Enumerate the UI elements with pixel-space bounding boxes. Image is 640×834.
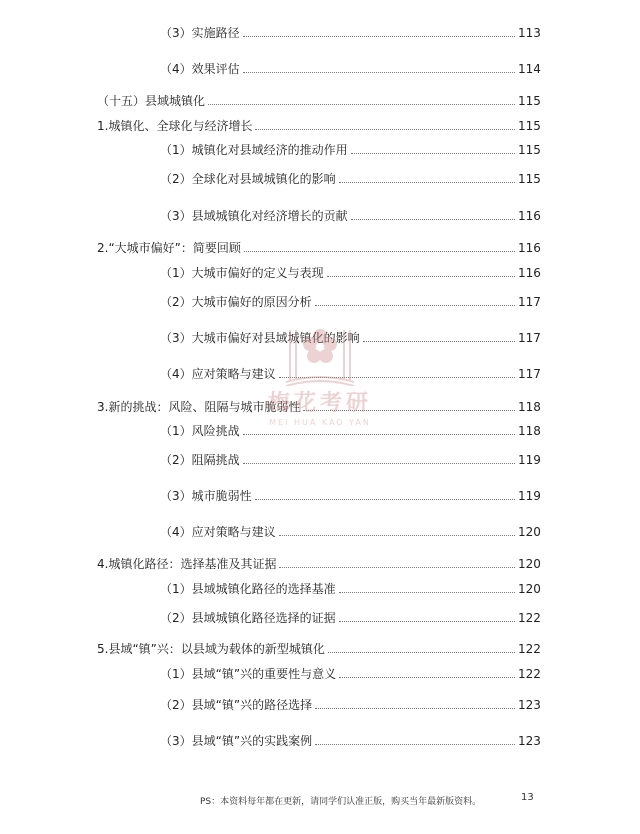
toc-leader-dots (243, 463, 515, 464)
toc-entry-page: 122 (518, 611, 541, 625)
toc-entry (97, 113, 540, 133)
toc-entry-label: （2）大城市偏好的原因分析 (160, 295, 315, 309)
toc-entry-label: （1）大城市偏好的定义与表现 (160, 266, 327, 280)
toc-entry-label: （4）应对策略与建议 (160, 525, 279, 539)
toc-leader-dots (339, 621, 515, 622)
toc-entry (160, 576, 540, 596)
toc-leader-dots (363, 341, 515, 342)
toc-entry-label: （2）县域城镇化路径选择的证据 (160, 611, 339, 625)
toc-entry (160, 519, 540, 539)
watermark-text-en: MEI HUA KAO YAN (269, 418, 371, 427)
toc-entry-label: （十五）县域城镇化 (97, 94, 208, 108)
toc-leader-dots (244, 251, 515, 252)
toc-entry-label: （1）县域城镇化路径的选择基准 (160, 582, 339, 596)
toc-entry-page: 118 (518, 424, 541, 438)
page-number: 13 (521, 792, 534, 803)
toc-leader-dots (315, 744, 515, 745)
toc-entry (160, 289, 540, 309)
toc-entry-label: （3）实施路径 (160, 26, 243, 40)
toc-entry (160, 56, 540, 76)
toc-leader-dots (243, 36, 515, 37)
toc-entry-label: 5.县域“镇”兴：以县域为载体的新型城镇化 (97, 642, 328, 656)
toc-entry-label: （3）县域“镇”兴的实践案例 (160, 734, 315, 748)
toc-entry-page: 120 (518, 525, 541, 539)
toc-leader-dots (279, 535, 515, 536)
toc-entry (97, 551, 540, 571)
toc-entry-label: （4）应对策略与建议 (160, 367, 279, 381)
toc-entry (160, 203, 540, 223)
toc-entry-page: 116 (518, 209, 541, 223)
toc-entry-page: 115 (518, 94, 541, 108)
toc-entry (160, 661, 540, 681)
toc-entry-label: （1）县域“镇”兴的重要性与意义 (160, 667, 339, 681)
toc-entry-page: 118 (518, 400, 541, 414)
toc-leader-dots (327, 276, 515, 277)
toc-entry-page: 119 (518, 453, 541, 467)
toc-leader-dots (339, 677, 515, 678)
toc-entry (160, 166, 540, 186)
toc-entry-label: （3）县域城镇化对经济增长的贡献 (160, 209, 351, 223)
toc-entry (160, 483, 540, 503)
toc-entry-page: 123 (518, 734, 541, 748)
toc-entry-label: （1）城镇化对县域经济的推动作用 (160, 143, 351, 157)
toc-entry (160, 692, 540, 712)
toc-entry-label: 2.“大城市偏好”：简要回顾 (97, 241, 244, 255)
toc-entry (160, 137, 540, 157)
toc-entry-page: 116 (518, 241, 541, 255)
toc-leader-dots (351, 153, 515, 154)
toc-entry-label: （1）风险挑战 (160, 424, 243, 438)
footer-note: PS：本资料每年都在更新，请同学们认准正版，购买当年最新版资料。 (200, 797, 482, 807)
toc-entry-label: （3）大城市偏好对县域城镇化的影响 (160, 331, 363, 345)
toc-entry-page: 120 (518, 557, 541, 571)
toc-entry-label: 4.城镇化路径：选择基准及其证据 (97, 557, 279, 571)
toc-entry (160, 605, 540, 625)
toc-entry (97, 235, 540, 255)
watermark-text-cn: 梅花考研 (267, 390, 372, 416)
toc-entry-label: （2）县域“镇”兴的路径选择 (160, 698, 315, 712)
toc-entry-page: 115 (518, 119, 541, 133)
toc-entry-page: 122 (518, 642, 541, 656)
toc-entry-label: （4）效果评估 (160, 62, 243, 76)
toc-entry-page: 122 (518, 667, 541, 681)
toc-entry-page: 113 (518, 26, 541, 40)
toc-entry-page: 117 (518, 331, 541, 345)
toc-entry-label: 1.城镇化、全球化与经济增长 (97, 119, 255, 133)
toc-entry (160, 260, 540, 280)
toc-entry-page: 115 (518, 172, 541, 186)
toc-entry-page: 114 (518, 62, 541, 76)
toc-leader-dots (243, 72, 515, 73)
watermark (260, 322, 380, 452)
toc-entry (97, 88, 540, 108)
toc-entry-page: 115 (518, 143, 541, 157)
toc-entry-page: 117 (518, 295, 541, 309)
toc-leader-dots (315, 708, 515, 709)
toc-leader-dots (315, 305, 515, 306)
toc-entry (97, 636, 540, 656)
toc-entry-page: 116 (518, 266, 541, 280)
toc-leader-dots (255, 499, 515, 500)
toc-leader-dots (351, 219, 515, 220)
plum-blossom-book-icon (260, 322, 380, 386)
toc-leader-dots (339, 182, 515, 183)
toc-entry-page: 123 (518, 698, 541, 712)
toc-entry-page: 119 (518, 489, 541, 503)
toc-leader-dots (255, 129, 515, 130)
toc-entry-page: 120 (518, 582, 541, 596)
toc-entry (160, 728, 540, 748)
toc-leader-dots (339, 592, 515, 593)
toc-leader-dots (328, 652, 515, 653)
toc-leader-dots (208, 104, 515, 105)
toc-entry-label: （2）全球化对县域城镇化的影响 (160, 172, 339, 186)
toc-entry-label: （3）城市脆弱性 (160, 489, 255, 503)
toc-entry-page: 117 (518, 367, 541, 381)
toc-entry-label: 3.新的挑战：风险、阻隔与城市脆弱性 (97, 400, 303, 414)
toc-entry (160, 20, 540, 40)
toc-leader-dots (279, 567, 515, 568)
toc-entry-label: （2）阻隔挑战 (160, 453, 243, 467)
